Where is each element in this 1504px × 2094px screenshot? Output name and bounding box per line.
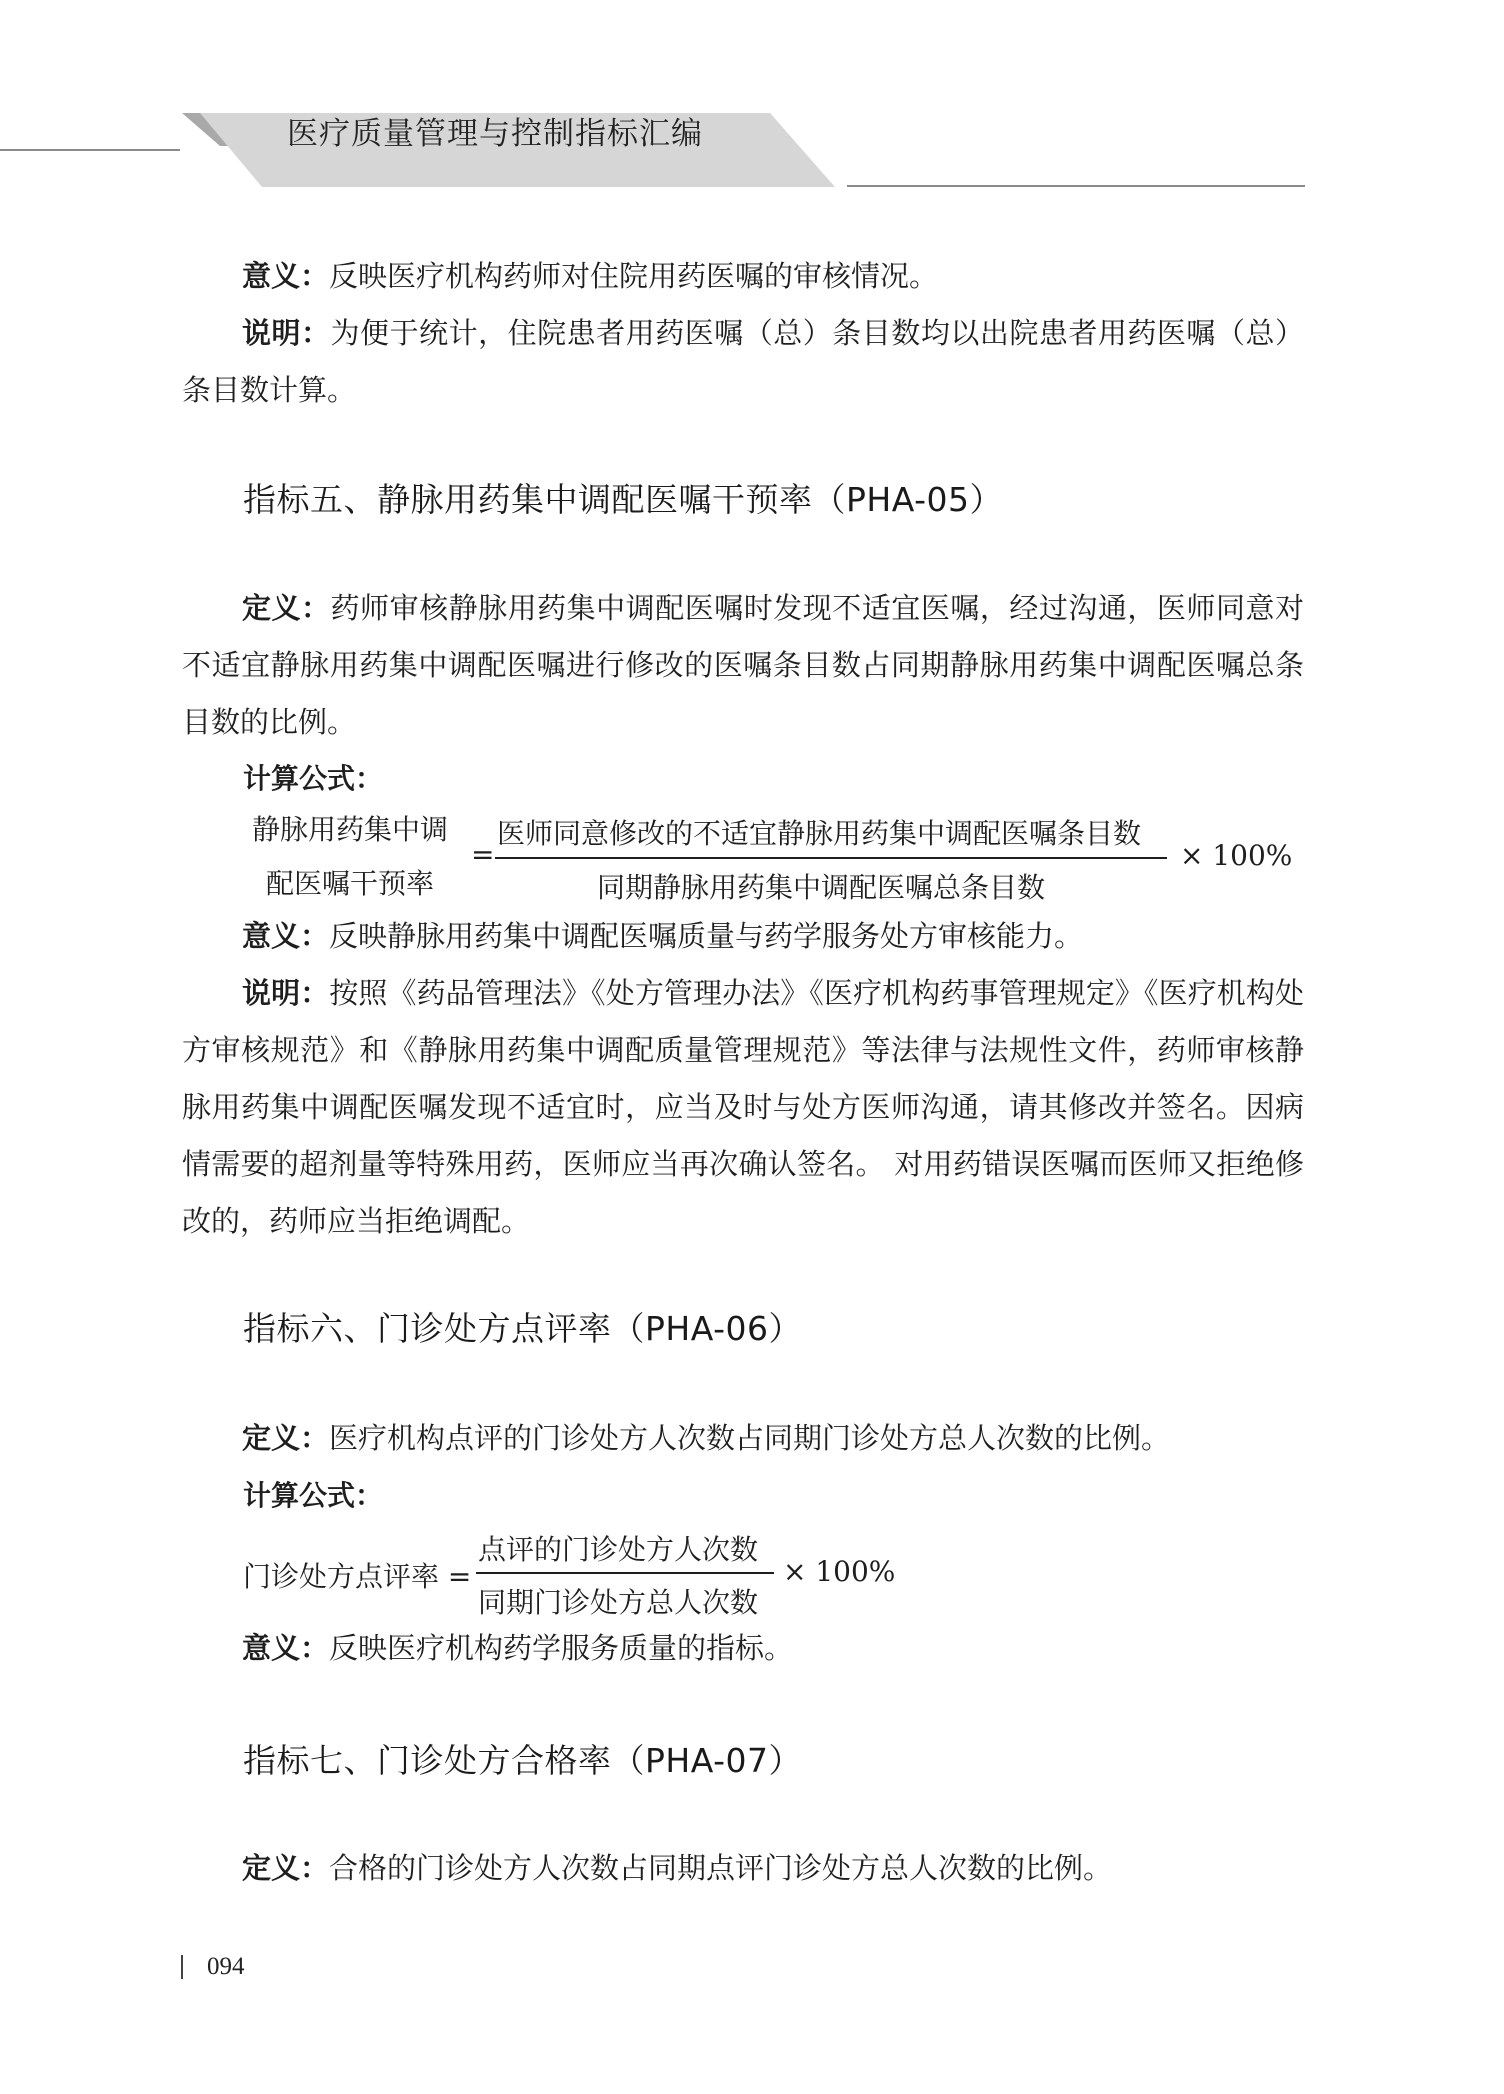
section-heading-pha06: 指标六、门诊处方点评率（PHA-06） xyxy=(243,1309,802,1348)
formula-label-pha05: 计算公式： xyxy=(243,762,384,795)
formula-lhs-line2: 配医嘱干预率 xyxy=(266,867,435,900)
formula-numerator: 点评的门诊处方人次数 xyxy=(478,1533,759,1566)
formula-denominator: 同期静脉用药集中调配医嘱总条目数 xyxy=(597,871,1046,904)
formula-multiplier: × 100% xyxy=(783,1555,896,1588)
formula-equals: = xyxy=(471,838,495,871)
meaning-text: 反映静脉用药集中调配医嘱质量与药学服务处方审核能力。 xyxy=(329,919,1084,953)
note-text: 为便于统计，住院患者用药医嘱（总）条目数均以出院患者用药医嘱（总）条目数计算。 xyxy=(182,316,1304,407)
meaning-text: 反映医疗机构药学服务质量的指标。 xyxy=(329,1631,794,1665)
section-heading-pha05: 指标五、静脉用药集中调配医嘱干预率（PHA-05） xyxy=(243,480,1003,519)
definition-text: 合格的门诊处方人次数占同期点评门诊处方总人次数的比例。 xyxy=(329,1851,1113,1885)
meaning-text: 反映医疗机构药师对住院用药医嘱的审核情况。 xyxy=(329,259,939,293)
fraction-bar xyxy=(495,857,1167,859)
meaning-label: 意义： xyxy=(242,1631,330,1665)
formula-multiplier: × 100% xyxy=(1180,839,1293,872)
section-heading-pha07: 指标七、门诊处方合格率（PHA-07） xyxy=(243,1741,802,1780)
formula-numerator: 医师同意修改的不适宜静脉用药集中调配医嘱条目数 xyxy=(497,817,1142,850)
note-paragraph-pha04 xyxy=(182,305,1304,419)
definition-text: 药师审核静脉用药集中调配医嘱时发现不适宜医嘱，经过沟通，医师同意对不适宜静脉用药集中调配医嘱进行修改的医嘱条目数占同期静脉用药集中调配医嘱总条目数的比例。 xyxy=(182,591,1304,739)
fraction-bar xyxy=(476,1572,774,1574)
definition-paragraph-pha05 xyxy=(182,580,1304,751)
formula-denominator: 同期门诊处方总人次数 xyxy=(478,1586,759,1619)
formula-label-pha06: 计算公式： xyxy=(243,1479,384,1512)
note-paragraph-pha05 xyxy=(182,965,1304,1250)
meaning-paragraph-pha05 xyxy=(182,908,1304,965)
note-label: 说明： xyxy=(242,316,331,350)
definition-paragraph-pha07 xyxy=(182,1840,1304,1897)
running-header-title: 医疗质量管理与控制指标汇编 xyxy=(287,116,703,152)
page-number-divider xyxy=(181,1955,183,1979)
note-label: 说明： xyxy=(242,976,330,1010)
meaning-paragraph-pha06 xyxy=(182,1620,1304,1677)
meaning-label: 意义： xyxy=(242,259,330,293)
formula-lhs: 门诊处方点评率 = xyxy=(243,1560,472,1593)
definition-label: 定义： xyxy=(242,1421,330,1455)
definition-paragraph-pha06 xyxy=(182,1410,1304,1467)
header-decoration xyxy=(0,0,1504,200)
meaning-label: 意义： xyxy=(242,919,330,953)
definition-label: 定义： xyxy=(242,591,331,625)
definition-label: 定义： xyxy=(242,1851,330,1885)
page-number: 094 xyxy=(207,1953,245,1980)
formula-lhs-line1: 静脉用药集中调 xyxy=(252,813,449,846)
definition-text: 医疗机构点评的门诊处方人次数占同期门诊处方总人次数的比例。 xyxy=(329,1421,1171,1455)
meaning-paragraph-pha04 xyxy=(182,248,1304,305)
note-text: 按照《药品管理法》《处方管理办法》《医疗机构药事管理规定》《医疗机构处方审核规范》和《静脉用药集中调配质量管理规范》等法律与法规性文件，药师审核静脉用药集中调配医嘱发现不适宜时，应当及时与处方医师沟通，请其修改并签名。因病情需要的超剂量等特殊用药，医师应当再次确认签名。 对用药错误医嘱而医师又拒绝修改的，药师应当拒绝调配。 xyxy=(182,976,1304,1238)
